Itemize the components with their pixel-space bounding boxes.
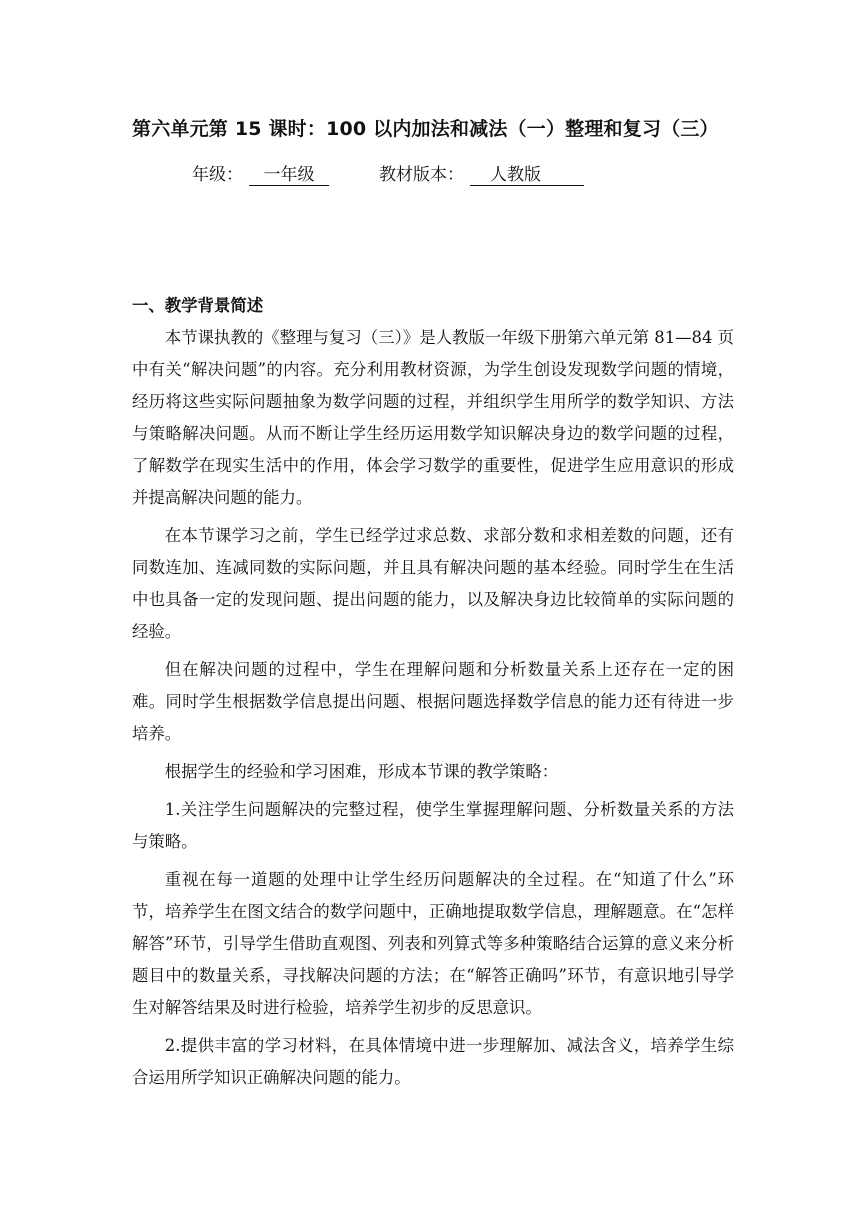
paragraph: 本节课执教的《整理与复习（三）》是人教版一年级下册第六单元第 81—84 页中有关“解决问题”的内容。充分利用教材资源，为学生创设发现数学问题的情境，经历将这些实际问题抽象为数学问题的过程，并组织学生用所学的数学知识、方法与策略解决问题。从而不断让学生经历运用数学知识解决身边的数学问题的过程，了解数学在现实生活中的作用，体会学习数学的重要性，促进学生应用意识的形成并提高解决问题的能力。: [132, 328, 734, 507]
edition-value: 人教版: [470, 165, 584, 186]
grade-label: 年级：: [192, 165, 243, 185]
grade-value: 一年级: [249, 165, 329, 186]
paragraph: 1.关注学生问题解决的完整过程，使学生掌握理解问题、分析数量关系的方法与策略。: [132, 800, 734, 851]
paragraph: 重视在每一道题的处理中让学生经历问题解决的全过程。在“知道了什么”环节，培养学生在图文结合的数学问题中，正确地提取数学信息，理解题意。在“怎样解答”环节，引导学生借助直观图、列表和列算式等多种策略结合运算的意义来分析题目中的数量关系，寻找解决问题的方法；在“解答正确吗”环节，有意识地引导学生对解答结果及时进行检验，培养学生初步的反思意识。: [132, 870, 734, 1017]
edition-label: 教材版本：: [379, 165, 464, 185]
paragraph: 但在解决问题的过程中，学生在理解问题和分析数量关系上还存在一定的困难。同时学生根据数学信息提出问题、根据问题选择数学信息的能力还有待进一步培养。: [132, 660, 734, 743]
paragraph: 在本节课学习之前，学生已经学过求总数、求部分数和求相差数的问题，还有同数连加、连减同数的实际问题，并且具有解决问题的基本经验。同时学生在生活中也具备一定的发现问题、提出问题的能力，以及解决身边比较简单的实际问题的经验。: [132, 526, 734, 641]
document-body: [132, 290, 734, 1094]
paragraph: 2.提供丰富的学习材料，在具体情境中进一步理解加、减法含义，培养学生综合运用所学知识正确解决问题的能力。: [132, 1036, 734, 1087]
paragraph: 根据学生的经验和学习困难，形成本节课的教学策略：: [164, 762, 559, 781]
document-title: 第六单元第 15 课时：100 以内加法和减法（一）整理和复习（三）: [132, 118, 719, 140]
section-heading: 一、教学背景简述: [132, 296, 264, 315]
document-meta: [192, 160, 584, 186]
